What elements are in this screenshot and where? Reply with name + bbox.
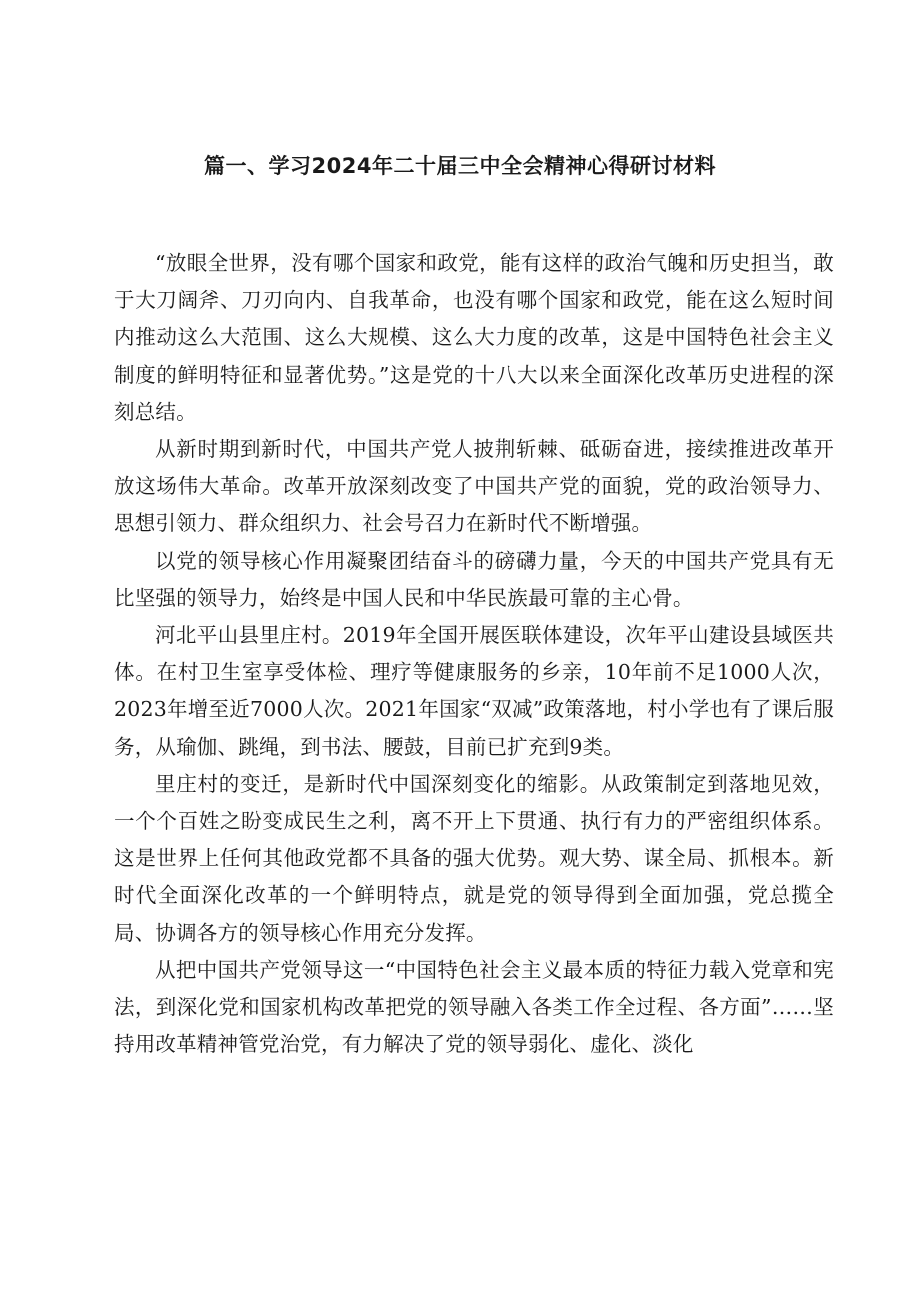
- document-title: 篇一、学习2024年二十届三中全会精神心得研讨材料: [204, 154, 716, 178]
- document-body: [114, 245, 834, 1063]
- paragraph-4: 河北平山县里庄村。2019年全国开展医联体建设，次年平山建设县域医共体。在村卫生室享受体检、理疗等健康服务的乡亲，10年前不足1000人次，2023年增至近7000人次。2021年国家“双减”政策落地，村小学也有了课后服务，从瑜伽、跳绳，到书法、腰鼓，目前已扩充到9类。: [114, 623, 834, 759]
- paragraph-2: 从新时期到新时代，中国共产党人披荆斩棘、砥砺奋进，接续推进改革开放这场伟大革命。改革开放深刻改变了中国共产党的面貌，党的政治领导力、思想引领力、群众组织力、社会号召力在新时代不断增强。: [114, 437, 834, 536]
- paragraph-1: “放眼全世界，没有哪个国家和政党，能有这样的政治气魄和历史担当，敢于大刀阔斧、刀刃向内、自我革命，也没有哪个国家和政党，能在这么短时间内推动这么大范围、这么大规模、这么大力度的改革，这是中国特色社会主义制度的鲜明特征和显著优势。”这是党的十八大以来全面深化改革历史进程的深刻总结。: [114, 251, 834, 424]
- paragraph-3: 以党的领导核心作用凝聚团结奋斗的磅礴力量，今天的中国共产党具有无比坚强的领导力，始终是中国人民和中华民族最可靠的主心骨。: [114, 548, 834, 610]
- paragraph-5: 里庄村的变迁，是新时代中国深刻变化的缩影。从政策制定到落地见效，一个个百姓之盼变成民生之利，离不开上下贯通、执行有力的严密组织体系。这是世界上任何其他政党都不具备的强大优势。观大势、谋全局、抓根本。新时代全面深化改革的一个鲜明特点，就是党的领导得到全面加强，党总揽全局、协调各方的领导核心作用充分发挥。: [114, 771, 834, 945]
- paragraph-6: 从把中国共产党领导这一“中国特色社会主义最本质的特征力载入党章和宪法，到深化党和国家机构改革把党的领导融入各类工作全过程、各方面”……坚持用改革精神管党治党，有力解决了党的领导弱化、虚化、淡化: [114, 957, 834, 1057]
